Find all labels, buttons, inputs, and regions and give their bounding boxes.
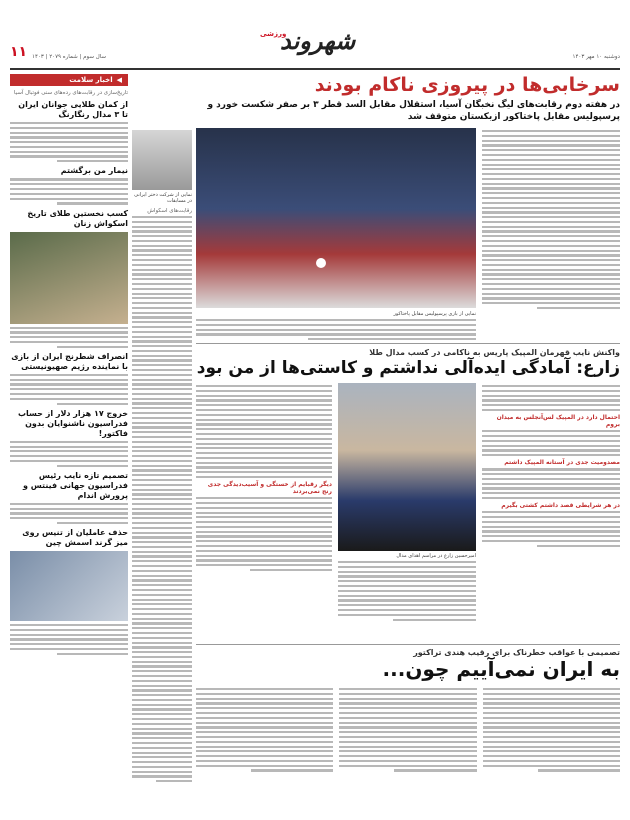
story3-text-column-1	[483, 686, 620, 774]
body-text-block	[10, 624, 128, 655]
sidebar-news	[10, 74, 128, 810]
story2-text-column-2	[196, 383, 332, 641]
story2-kicker: واکنش نایب قهرمان المپیک پاریس به ناکامی در کسب مدال طلا	[369, 348, 620, 358]
story2-body	[196, 383, 620, 641]
story1-subhead: در هفته دوم رقابت‌های لیگ نخبگان آسیا، استقلال مقابل السد قطر ۳ بر صفر شکست خورد و پرسپولیس مقابل پاختاکور ازبکستان متوقف شد	[207, 99, 620, 122]
story2-subhead: مصدومیت جدی در آستانه المپیک داشتم	[504, 459, 620, 467]
main-content	[196, 74, 620, 810]
story2-subhead: احتمال دارد در المپیک لس‌آنجلس به میدان بروم	[496, 414, 620, 429]
sidebar-news-title[interactable]: از کمان طلایی جوانان ایران تا ۳ مدال رنگارنگ	[18, 100, 128, 119]
page-number: ۱۱	[10, 44, 28, 60]
story1-body	[196, 128, 620, 340]
sidebar-news-title[interactable]: انصراف شطرنج ایران از بازی با نماینده رژیم صهیونیستی	[11, 351, 128, 371]
sidebar-news-title[interactable]: نیمار من برگشتم	[60, 166, 128, 176]
story1-photo-caption: نمایی از بازی پرسپولیس مقابل پاختاکور	[393, 311, 476, 318]
issue-info: سال سوم | شماره ۲۰۷۹ | ۱۴۰۳	[32, 54, 106, 60]
divider	[196, 644, 620, 645]
body-text-block	[10, 327, 128, 348]
body-text-block	[132, 216, 192, 782]
story2-subhead: دیگر رقبایم از خستگی و آسیب‌دیدگی جدی رنج نمی‌بردند	[207, 481, 332, 496]
body-text-block	[10, 503, 128, 524]
middle-column	[132, 130, 192, 810]
masthead	[10, 24, 620, 70]
wrestler-photo	[338, 383, 476, 551]
football-match-photo	[196, 128, 476, 308]
body-text-block	[10, 374, 128, 405]
news-icon: ◀	[116, 76, 122, 84]
sidebar-news-title[interactable]: تصمیم تازه نایب رئیس فدراسیون جهانی فینتس و پرورش اندام	[22, 470, 128, 500]
story3-headline[interactable]: به ایران نمی‌آییم چون...	[382, 657, 620, 682]
story3-text-column-3	[196, 686, 333, 774]
sidebar-news-title[interactable]: خروج ۱۷ هزار دلار از حساب فدراسیون ناشنوایان بدون فاکتور!	[17, 408, 128, 438]
logo-subtitle: ورزشی	[260, 30, 287, 38]
story2-text-column-1	[482, 383, 620, 641]
story2-photo-caption: امیرحسین زارع در مراسم اهدای مدال	[396, 553, 476, 560]
body-text-block	[10, 178, 128, 204]
story1-photo-wrap	[196, 128, 476, 340]
newspaper-logo: شهروند	[280, 26, 356, 55]
mid-column-kicker: رقابت‌های اسکواش	[147, 208, 192, 214]
story3-body	[196, 686, 620, 774]
body-text-block	[10, 122, 128, 162]
mid-column-photo	[132, 130, 192, 190]
divider	[196, 343, 620, 344]
story2-headline[interactable]: زارع: آمادگی ایده‌آلی نداشتم و کاستی‌ها از من بود	[196, 358, 620, 379]
sidebar-tab[interactable]	[10, 74, 128, 86]
sidebar-tab-label: اخبار سلامت	[69, 76, 113, 84]
story2-subhead: در هر شرایطی قصد داشتم کشتی بگیرم	[501, 502, 620, 510]
table-tennis-photo	[10, 551, 128, 621]
story3-text-column-2	[339, 686, 476, 774]
sidebar-kicker: تاریخ‌سازی در رقابت‌های رده‌های سنی فوتبال آسیا	[13, 90, 128, 96]
sidebar-news-title[interactable]: حذف عاملیان از تنیس روی میز گرند اسمش چین	[22, 528, 128, 548]
story1-headline[interactable]: سرخابی‌ها در پیروزی ناکام بودند	[314, 74, 620, 96]
story1-text-column	[482, 128, 620, 340]
story2-photo-wrap	[338, 383, 476, 641]
squash-player-photo	[10, 232, 128, 324]
mid-column-caption: نمایی از شرکت دختر ایرانی در مسابقات	[134, 192, 192, 204]
sidebar-news-title[interactable]: کسب نخستین طلای تاریخ اسکواش زنان	[27, 208, 128, 228]
story3-kicker: تصمیمی با عواقب خطرناک برای رقیب هندی تراکتور	[413, 648, 620, 658]
body-text-block	[10, 441, 128, 467]
date-info: دوشنبه ۱۰ مهر ۱۴۰۳	[572, 54, 620, 60]
